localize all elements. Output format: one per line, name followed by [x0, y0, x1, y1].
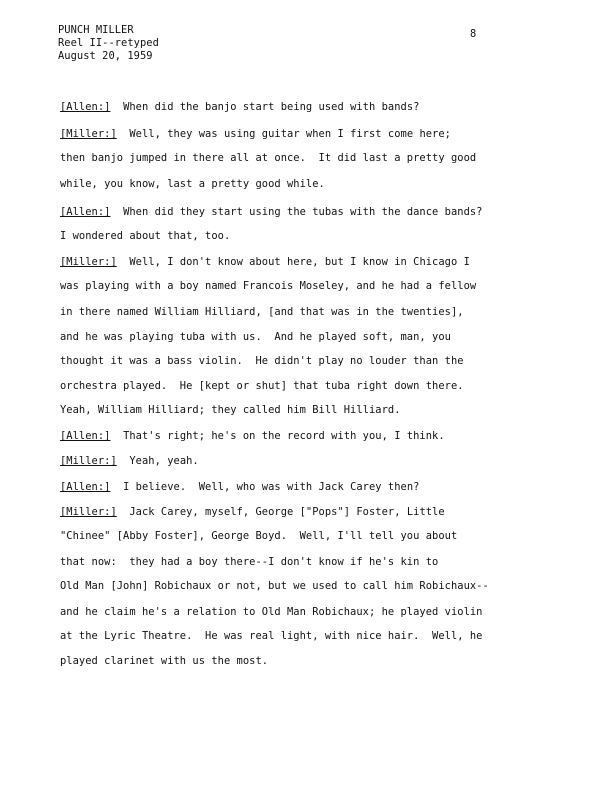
- speaker-label: [Allen:]: [60, 481, 111, 493]
- transcript-line: [60, 306, 464, 318]
- header-reel: Reel II--retyped: [58, 37, 159, 49]
- line-text: orchestra played. He [kept or shut] that tuba right down there.: [60, 380, 464, 392]
- header-name: PUNCH MILLER: [58, 24, 134, 36]
- line-text: was playing with a boy named Francois Moseley, and he had a fellow: [60, 280, 477, 292]
- transcript-line: [60, 280, 476, 292]
- line-text: that now: they had a boy there--I don't know if he's kin to: [60, 556, 439, 568]
- line-text: That's right; he's on the record with you, I think.: [110, 430, 445, 442]
- transcript-line: [60, 355, 464, 367]
- line-text: Well, I don't know about here, but I know in Chicago I: [116, 256, 470, 268]
- transcript-line: [60, 606, 482, 618]
- transcript-line: [60, 580, 489, 592]
- page-header: [58, 24, 159, 63]
- speaker-label: [Miller:]: [60, 128, 117, 140]
- transcript-line: [60, 128, 451, 140]
- transcript-line: [60, 455, 199, 467]
- transcript-line: [60, 101, 419, 113]
- transcript-line: [60, 331, 451, 343]
- speaker-label: [Allen:]: [60, 101, 111, 113]
- line-text: "Chinee" [Abby Foster], George Boyd. Well, I'll tell you about: [60, 530, 458, 542]
- header-date: August 20, 1959: [58, 50, 153, 62]
- transcript-line: [60, 481, 419, 493]
- line-text: then banjo jumped in there all at once. It did last a pretty good: [60, 152, 477, 164]
- transcript-line: [60, 230, 230, 242]
- line-text: at the Lyric Theatre. He was real light, with nice hair. Well, he: [60, 630, 483, 642]
- transcript-line: [60, 256, 470, 268]
- line-text: When did the banjo start being used with bands?: [110, 101, 420, 113]
- line-text: When did they start using the tubas with the dance bands?: [110, 206, 483, 218]
- transcript-line: [60, 178, 325, 190]
- line-text: thought it was a bass violin. He didn't play no louder than the: [60, 355, 464, 367]
- page-number: 8: [470, 28, 477, 40]
- speaker-label: [Miller:]: [60, 455, 117, 467]
- speaker-label: [Allen:]: [60, 206, 111, 218]
- speaker-label: [Miller:]: [60, 256, 117, 268]
- transcript-line: [60, 655, 268, 667]
- line-text: while, you know, last a pretty good while.: [60, 178, 325, 190]
- transcript-line: [60, 206, 483, 218]
- transcript-line: [60, 380, 464, 392]
- line-text: I believe. Well, who was with Jack Carey then?: [110, 481, 420, 493]
- line-text: Jack Carey, myself, George ["Pops"] Foster, Little: [116, 506, 445, 518]
- line-text: Well, they was using guitar when I first come here;: [116, 128, 451, 140]
- line-text: Yeah, William Hilliard; they called him Bill Hilliard.: [60, 404, 401, 416]
- transcript-line: [60, 630, 482, 642]
- line-text: in there named William Hilliard, [and that was in the twenties],: [60, 306, 464, 318]
- line-text: I wondered about that, too.: [60, 230, 231, 242]
- line-text: and he was playing tuba with us. And he played soft, man, you: [60, 331, 451, 343]
- line-text: and he claim he's a relation to Old Man Robichaux; he played violin: [60, 606, 483, 618]
- transcript-line: [60, 556, 438, 568]
- line-text: played clarinet with us the most.: [60, 655, 269, 667]
- transcript-line: [60, 152, 476, 164]
- line-text: Yeah, yeah.: [116, 455, 199, 467]
- speaker-label: [Miller:]: [60, 506, 117, 518]
- transcript-line: [60, 506, 445, 518]
- line-text: Old Man [John] Robichaux or not, but we used to call him Robichaux--: [60, 580, 489, 592]
- transcript-line: [60, 530, 457, 542]
- transcript-line: [60, 430, 445, 442]
- transcript-line: [60, 404, 401, 416]
- speaker-label: [Allen:]: [60, 430, 111, 442]
